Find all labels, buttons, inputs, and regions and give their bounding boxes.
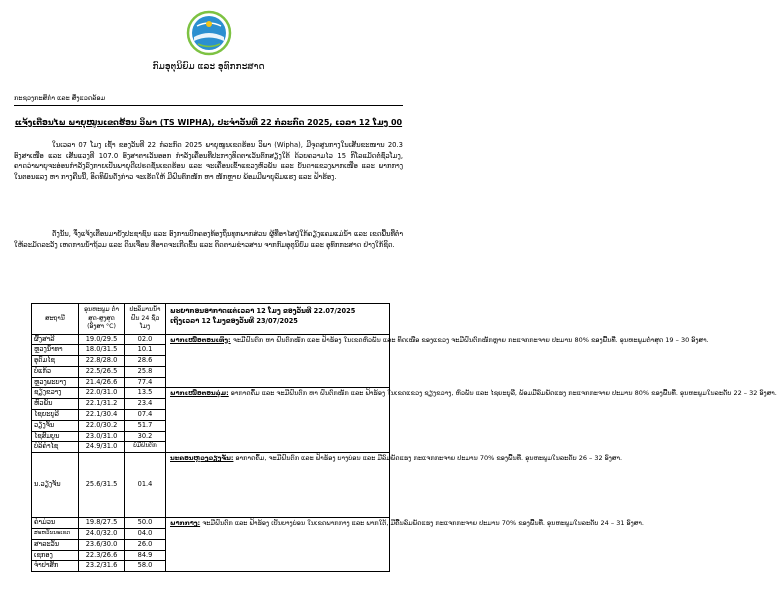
rain-cell: 50.0	[125, 518, 166, 529]
department-name: ກົມອຸຕຸນິຍົມ ແລະ ອຸທົກກະສາດ	[152, 62, 265, 72]
warning-paragraph	[14, 229, 403, 250]
rain-cell: 10.1	[125, 345, 166, 356]
paragraph-text: ດັ່ງນັ້ນ, ຈຶ່ງແຈ້ງເຕືອນມາຍັງປະຊາຊົນ ແລະ ອົງການປົກຄອງທ້ອງຖິ່ນທຸກພາກສ່ວນ ຜູ້ທີ່ອາໄສຢູ່ໃກ້ຄຽງແຄມແມ່ນ້ຳ ແລະ ເຂດພື້ນທີ່ຕ່ຳ ໃຫ້ລະມັດລະວັງ ເຫດການນ້ຳຖ້ວມ ແລະ ດິນເຈື່ອນ ທີ່ອາດຈະເກີດຂຶ້ນ ແລະ ຕິດຕາມຂ່າວສານ ຈາກກົມອຸຕຸນິຍົມ ແລະ ອຸທົກກະສາດ ຢ່າງໃກ້ຊິດ.	[14, 230, 403, 249]
weather-table	[31, 303, 777, 572]
temp-cell: 23.0/31.0	[79, 431, 125, 442]
forecast-header-line-2: ເຖິງເວລາ 12 ໂມງຂອງວັນທີ 23/07/2025	[170, 317, 298, 325]
province-cell: ໄຊຍະບູລີ	[32, 410, 79, 421]
province-cell: ຫົວພັນ	[32, 399, 79, 410]
table-row	[32, 453, 390, 518]
table-row	[32, 334, 390, 345]
forecast-cell-central	[166, 518, 644, 572]
col-rain-header: ປະລິມານນ້ຳ ຝົນ 24 ຊົ່ວ ໂມງ	[125, 304, 166, 335]
table-row	[32, 388, 390, 399]
forecast-heading: ນະຄອນຫຼວງວຽງຈັນ:	[170, 454, 234, 463]
rain-cell: 58.0	[125, 561, 166, 572]
col-temp-header: ອຸນຫະພູມ ຕ່ຳ ສຸດ-ສູງສຸດ (ອົງສາ °C)	[79, 304, 125, 335]
province-cell: ຜົ້ງສາລີ	[32, 334, 79, 345]
province-cell: ບໍລິຄຳໄຊ	[32, 442, 79, 453]
rain-cell: ບໍ່ມີຝົນຕົກ	[125, 442, 166, 453]
forecast-header	[166, 304, 390, 335]
temp-cell: 23.6/30.0	[79, 539, 125, 550]
temp-cell: 22.0/31.0	[79, 388, 125, 399]
temp-cell: 24.9/31.0	[79, 442, 125, 453]
rain-cell: 84.9	[125, 550, 166, 561]
province-cell: ນ.ວຽງຈັນ	[32, 453, 79, 518]
rain-cell: 51.7	[125, 420, 166, 431]
bulletin-title: ແຈ້ງເຕືອນໄພ ພາຍຸໝູນເຂດຮ້ອນ ວິພາ (TS WIPHA), ປະຈຳວັນທີ 22 ກໍລະກົດ 2025, ເວລາ 12 ໂມງ 00	[14, 118, 403, 127]
temp-cell: 22.8/28.0	[79, 356, 125, 367]
temp-cell: 22.1/31.2	[79, 399, 125, 410]
rain-cell: 77.4	[125, 377, 166, 388]
province-cell: ເຊກອງ	[32, 550, 79, 561]
province-cell: ບໍ່ແກ້ວ	[32, 366, 79, 377]
temp-cell: 22.0/30.2	[79, 420, 125, 431]
forecast-cell-vientiane-capital	[166, 453, 623, 518]
col-province-header: ສະຖານີ	[32, 304, 79, 335]
temp-cell: 19.0/29.5	[79, 334, 125, 345]
ministry-name: ກະຊວງກະສິກຳ ແລະ ສິ່ງແວດລ້ອມ	[14, 94, 106, 102]
forecast-heading: ພາກກາງ:	[170, 519, 201, 528]
temp-cell: 22.5/26.5	[79, 366, 125, 377]
forecast-cell-upper-north	[166, 334, 709, 388]
intro-paragraph	[14, 140, 403, 182]
temp-cell: 23.2/31.6	[79, 561, 125, 572]
forecast-text: ຈະມີຝົນຕົກ ແລະ ຟ້າຮ້ອງ ເປັນບາງບ່ອນ ໃນເຂດພາກກາງ ແລະ ພາກໃຕ້, ມີຄື້ນລົມພັດແຮງ ກະແຈກກະຈາຍ ປະມານ 70% ຂອງພື້ນທີ່. ອຸນຫະພູມໃນລະດັບ 24 – 31 ອົງສາ.	[202, 519, 644, 528]
province-cell: ຄຳມ່ວນ	[32, 518, 79, 529]
header-divider	[14, 105, 403, 106]
rain-cell: 25.8	[125, 366, 166, 377]
rain-cell: 07.4	[125, 410, 166, 421]
rain-cell: 04.0	[125, 529, 166, 540]
temp-cell: 22.1/30.4	[79, 410, 125, 421]
forecast-header-line-1: ພະຍາກອນອາກາດແຕ່ເວລາ 12 ໂມງ ຂອງວັນທີ 22.07/2025	[170, 307, 356, 315]
temp-cell: 19.8/27.5	[79, 518, 125, 529]
province-cell: ໄຊສົມບູນ	[32, 431, 79, 442]
province-cell: ສະຫວັນນະເຂດ	[32, 529, 79, 540]
forecast-text: ຈະມີຝົນຕົກ ຫາ ຝົນຕົກໜັກ ແລະ ຟ້າຮ້ອງ ໃນເຂດຫົວພັນ ແລະ ທິດເໜືອ ຂອງແຂວງ ຈະມີຝົນຕົກໜັກຫຼາຍ ກະແຈກກະຈາຍ ປະມານ 80% ຂອງພື້ນທີ່. ອຸນຫະພູມຕ່ຳສຸດ 19 – 30 ອົງສາ.	[232, 335, 709, 344]
province-cell: ອຸດົມໄຊ	[32, 356, 79, 367]
table-header-row	[32, 304, 390, 335]
table-row	[32, 518, 390, 529]
rain-cell: 01.4	[125, 453, 166, 518]
forecast-heading: ພາກເໜືອຕອນເທິງ:	[170, 335, 231, 344]
department-logo	[186, 10, 232, 56]
forecast-text: ອາກາດຄຶ້ມ ແລະ ຈະມີຝົນຕົກ ຫາ ຝົນຕົກໜັກ ແລະ ຟ້າຮ້ອງ ໃນເຂດແຂວງ ຊຽງຂວາງ, ຫົວພັນ ແລະ ໄຊຍະບູລີ, ພ້ອມມີລົມພັດແຮງ ກະແຈກກະຈາຍ ປະມານ 80% ຂອງພື້ນທີ່. ອຸນຫະພູມໃນລະດັບ 22 – 32 ອົງສາ.	[230, 389, 777, 398]
temp-cell: 25.6/31.5	[79, 453, 125, 518]
forecast-heading: ພາກເໜືອຕອນລຸ່ມ:	[170, 389, 229, 398]
rain-cell: 26.0	[125, 539, 166, 550]
province-cell: ຈຳປາສັກ	[32, 561, 79, 572]
rain-cell: 02.0	[125, 334, 166, 345]
temp-cell: 18.0/31.5	[79, 345, 125, 356]
rain-cell: 13.5	[125, 388, 166, 399]
province-cell: ສາລະວັນ	[32, 539, 79, 550]
province-cell: ຊຽງຂວາງ	[32, 388, 79, 399]
paragraph-text: ໃນເວລາ 07 ໂມງ ເຊົ້າ ຂອງວັນທີ 22 ກໍລະກົດ 2025 ພາຍຸໝູນເຂດຮ້ອນ ວິພາ (Wipha), ມີຈຸດສູນກາງໃນເສັ້ນຂະໜານ 20.3 ອົງສາເໜືອ ແລະ ເສັ້ນແວງທີ 107.0 ອົງສາຕາເວັນອອກ ກຳລັງເຄື່ອນທີ່ປະກາງທິດຕາເວັນຕົກສຽງໃຕ້ ດ້ວຍຄວາມໄວ 15 ກິໂລແມັດຕໍ່ຊົ່ວໂມງ, ຄາດວ່າພາຍຸຈະອ່ອນກຳລັງລົງກາຍເປັນພາຍຸດີເປຣດຊັ່ນເຂດຮ້ອນ ແລະ ຈະເຄື່ອນເຂົ້າແຂວງຫົວພັນ ແລະ ບັນດາແຂວງພາກເໜືອ ແລະ ພາກກາງ ໃນຕອນແລງ ຫາ ກາງຄືນນີ້, ອິດທິພົນດັ່ງກ່າວ ຈະເຮັດໃຫ້ ມີຝົນຕົກໜັກ ຫາ ໜັກຫຼາຍ ພ້ອມມີພາຍຸລົມແຮງ ແລະ ຟ້າຮ້ອງ.	[14, 141, 403, 181]
rain-cell: 30.2	[125, 431, 166, 442]
province-cell: ຫຼວງພະບາງ	[32, 377, 79, 388]
forecast-text: ອາກາດຄຶ້ມ, ຈະມີຝົນຕົກ ແລະ ຟ້າຮ້ອງ ບາງບ່ອນ ແລະ ມີລົມພັດແຮງ ກະແຈກກະຈາຍ ປະມານ 70% ຂອງພື້ນທີ່. ອຸນຫະພູມໃນລະດັບ 26 – 32 ອົງສາ.	[235, 454, 623, 463]
rain-cell: 23.4	[125, 399, 166, 410]
forecast-cell-lower-north	[166, 388, 777, 453]
temp-cell: 21.4/26.6	[79, 377, 125, 388]
province-cell: ຫຼວງນ້ຳທາ	[32, 345, 79, 356]
temp-cell: 22.3/26.6	[79, 550, 125, 561]
province-cell: ວຽງຈັນ	[32, 420, 79, 431]
temp-cell: 24.0/32.0	[79, 529, 125, 540]
rain-cell: 28.6	[125, 356, 166, 367]
